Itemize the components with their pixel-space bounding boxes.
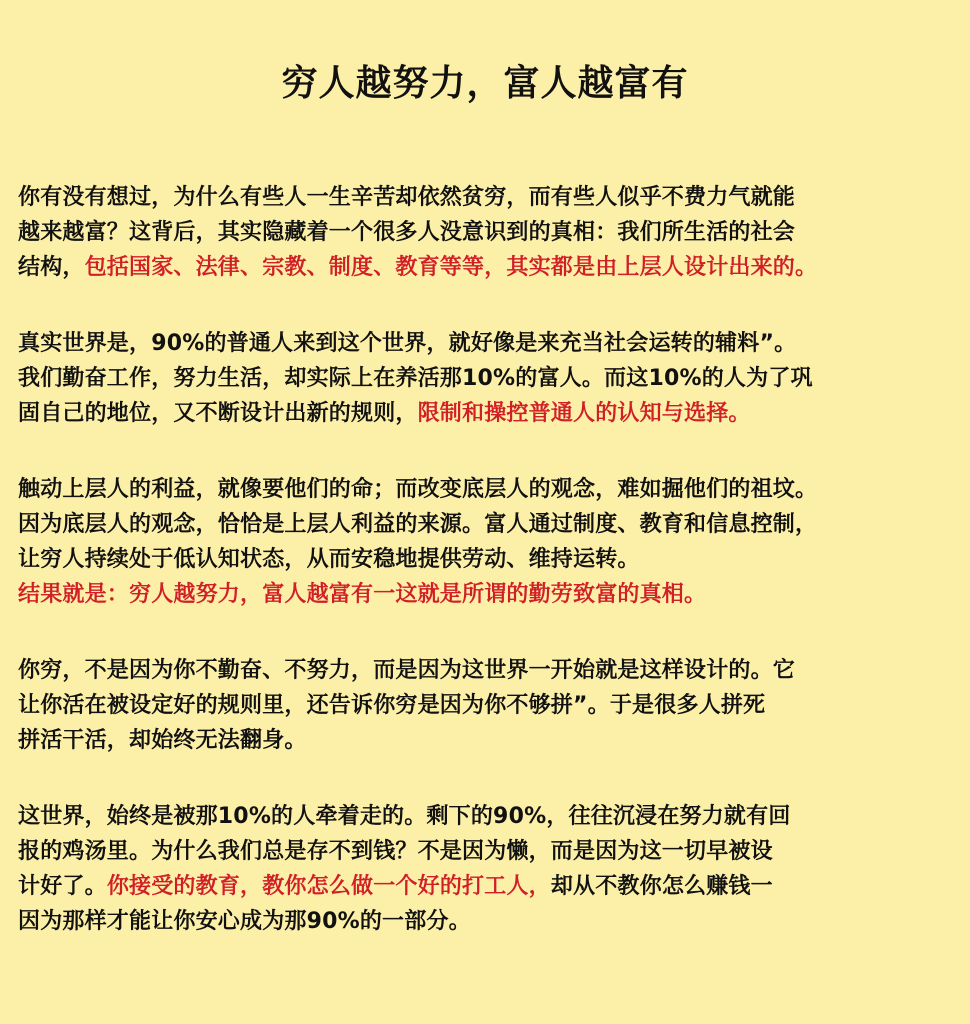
text-line	[18, 688, 952, 723]
highlighted-text: 包括国家、法律、宗教、制度、教育等等，其实都是由上层人设计出来的。	[84, 255, 818, 280]
text-line	[18, 180, 952, 215]
text-line	[18, 326, 952, 361]
text-line	[18, 507, 952, 542]
text-line	[18, 834, 952, 869]
paragraph-1	[18, 180, 952, 285]
line-text: 我们勤奋工作，努力生活，却实际上在养活那10%的富人。而这10%的人为了巩	[18, 366, 813, 391]
line-text: 固自己的地位，又不断设计出新的规则，	[18, 401, 418, 426]
article-title: 穷人越努力，富人越富有	[281, 63, 689, 104]
line-text: 报的鸡汤里。为什么我们总是存不到钱？不是因为懒，而是因为这一切早被设	[18, 839, 773, 864]
text-line	[18, 542, 952, 577]
text-line	[18, 869, 952, 904]
paragraph-3	[18, 472, 952, 612]
text-line	[18, 361, 952, 396]
line-text: 却从不教你怎么赚钱一	[550, 874, 773, 899]
line-text: 结构，	[18, 255, 85, 280]
text-line	[18, 723, 952, 758]
text-line	[18, 653, 952, 688]
paragraph-5	[18, 799, 952, 939]
text-line	[18, 250, 952, 285]
line-text: 因为底层人的观念，恰恰是上层人利益的来源。富人通过制度、教育和信息控制，	[18, 512, 818, 537]
article-body	[18, 180, 952, 939]
line-text: 真实世界是，90%的普通人来到这个世界，就好像是来充当社会运转的辅料”。	[18, 331, 797, 356]
paragraph-2	[18, 326, 952, 431]
line-text: 你有没有想过，为什么有些人一生辛苦却依然贫穷，而有些人似乎不费力气就能	[18, 185, 796, 210]
highlighted-text: 结果就是：穷人越努力，富人越富有一这就是所谓的勤劳致富的真相。	[18, 582, 707, 607]
line-text: 让穷人持续处于低认知状态，从而安稳地提供劳动、维持运转。	[18, 547, 640, 572]
text-line	[18, 472, 952, 507]
text-line	[18, 799, 952, 834]
text-line	[18, 396, 952, 431]
line-text: 拼活干活，却始终无法翻身。	[18, 728, 307, 753]
line-text: 你穷，不是因为你不勤奋、不努力，而是因为这世界一开始就是这样设计的。它	[18, 658, 796, 683]
text-line	[18, 577, 952, 612]
text-line	[18, 215, 952, 250]
line-text: 因为那样才能让你安心成为那90%的一部分。	[18, 909, 471, 934]
line-text: 让你活在被设定好的规则里，还告诉你穷是因为你不够拼”。于是很多人拼死	[18, 693, 766, 718]
line-text: 触动上层人的利益，就像要他们的命；而改变底层人的观念，难如掘他们的祖坟。	[18, 477, 818, 502]
line-text: 计好了。	[18, 874, 107, 899]
line-text: 越来越富？这背后，其实隐藏着一个很多人没意识到的真相：我们所生活的社会	[18, 220, 796, 245]
highlighted-text: 你接受的教育，教你怎么做一个好的打工人，	[106, 874, 551, 899]
highlighted-text: 限制和操控普通人的认知与选择。	[417, 401, 751, 426]
paragraph-4	[18, 653, 952, 758]
text-line	[18, 904, 952, 939]
line-text: 这世界，始终是被那10%的人牵着走的。剩下的90%，往往沉浸在努力就有回	[18, 804, 791, 829]
